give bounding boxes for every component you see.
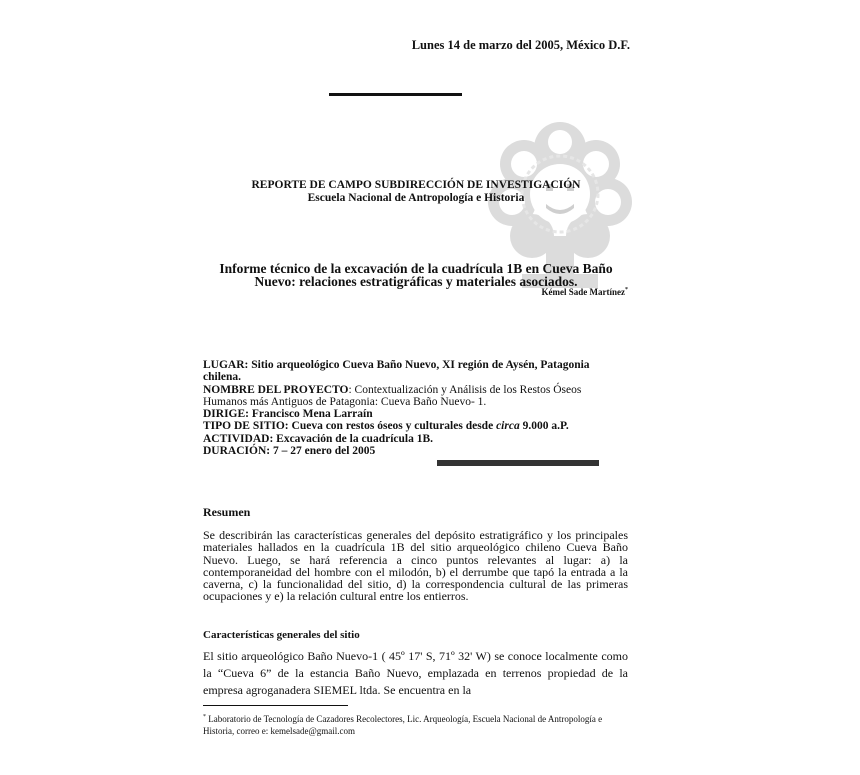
meta-proyecto-label: NOMBRE DEL PROYECTO	[203, 383, 349, 396]
resumen-heading: Resumen	[203, 505, 251, 519]
date-line: Lunes 14 de marzo del 2005, México D.F.	[411, 38, 630, 52]
meta-proyecto-value: : Contextualización y Análisis de los Restos Óseos Humanos más Antiguos de Patagonia: Cueva Baño Nuevo- 1.	[203, 383, 582, 408]
document-title	[200, 262, 632, 288]
meta-tipo-value-circa: circa	[496, 420, 520, 433]
meta-duracion	[203, 445, 628, 457]
meta-dirige-label: DIRIGE:	[203, 408, 250, 421]
meta-lugar	[203, 359, 628, 384]
meta-lugar-label: LUGAR:	[203, 359, 249, 371]
meta-actividad-value: Excavación de la cuadrícula 1B.	[273, 432, 434, 445]
meta-actividad	[203, 433, 628, 445]
meta-lugar-value: Sitio arqueológico Cueva Baño Nuevo, XI región de Aysén, Patagonia chilena.	[203, 359, 590, 384]
section-body: El sitio arqueológico Baño Nuevo-1 ( 45º 17' S, 71º 32' W) se conoce localmente como la “Cueva 6” de la estancia Baño Nuevo, emplazada en terrenos propiedad de la empresa agroganadera SIEMEL ltda. Se encuentra en la	[203, 649, 628, 697]
author-footnote-mark: *	[625, 287, 628, 293]
footnote	[203, 711, 628, 737]
document-title-line1: Informe técnico de la excavación de la cuadrícula 1B en Cueva Baño	[219, 261, 613, 276]
report-heading-line1: REPORTE DE CAMPO SUBDIRECCIÓN DE INVESTIGACIÓN	[251, 179, 581, 191]
footnote-rule	[203, 705, 348, 706]
meta-tipo	[203, 420, 628, 432]
report-heading-line2: Escuela Nacional de Antropología e Historia	[307, 192, 525, 204]
author-text: Kémel Sade Martínez	[541, 287, 625, 297]
meta-duracion-label: DURACIÓN:	[203, 445, 271, 458]
meta-dirige-value: Francisco Mena Larraín	[249, 408, 373, 421]
meta-actividad-label: ACTIVIDAD:	[203, 432, 274, 445]
footnote-mark: *	[203, 714, 206, 720]
meta-tipo-value-post: 9.000 a.P.	[519, 420, 569, 433]
section-divider	[437, 460, 599, 466]
footnote-text: Laboratorio de Tecnología de Cazadores Recolectores, Lic. Arqueología, Escuela Nacional de Antropología e Historia, correo e: kemelsade@gmail.com	[203, 714, 603, 736]
resumen-body: Se describirán las características generales del depósito estratigráfico y los principales materiales hallados en la cuadrícula 1B del sitio arqueológico chileno Cueva Baño Nuevo. Luego, se hará referencia a cinco puntos relevantes al lugar: a) la contemporaneidad del hombre con el milodón, b) el derrumbe que tapó la entrada a la caverna, c) la funcionalidad del sitio, d) la correspondencia cultural de las primeras ocupaciones y e) la relación cultural entre los entierros.	[203, 528, 628, 604]
author-name	[470, 287, 628, 297]
meta-proyecto	[203, 384, 628, 409]
document-title-line2: Nuevo: relaciones estratigráficas y materiales asociados.	[254, 274, 578, 289]
section-heading: Características generales del sitio	[203, 629, 360, 641]
meta-tipo-value-pre: Cueva con restos óseos y culturales desde	[288, 420, 497, 433]
project-metadata	[203, 359, 628, 457]
meta-tipo-label: TIPO DE SITIO:	[203, 420, 289, 433]
meta-duracion-value: 7 – 27 enero del 2005	[270, 445, 376, 458]
meta-dirige	[203, 408, 628, 420]
report-heading	[200, 179, 632, 205]
